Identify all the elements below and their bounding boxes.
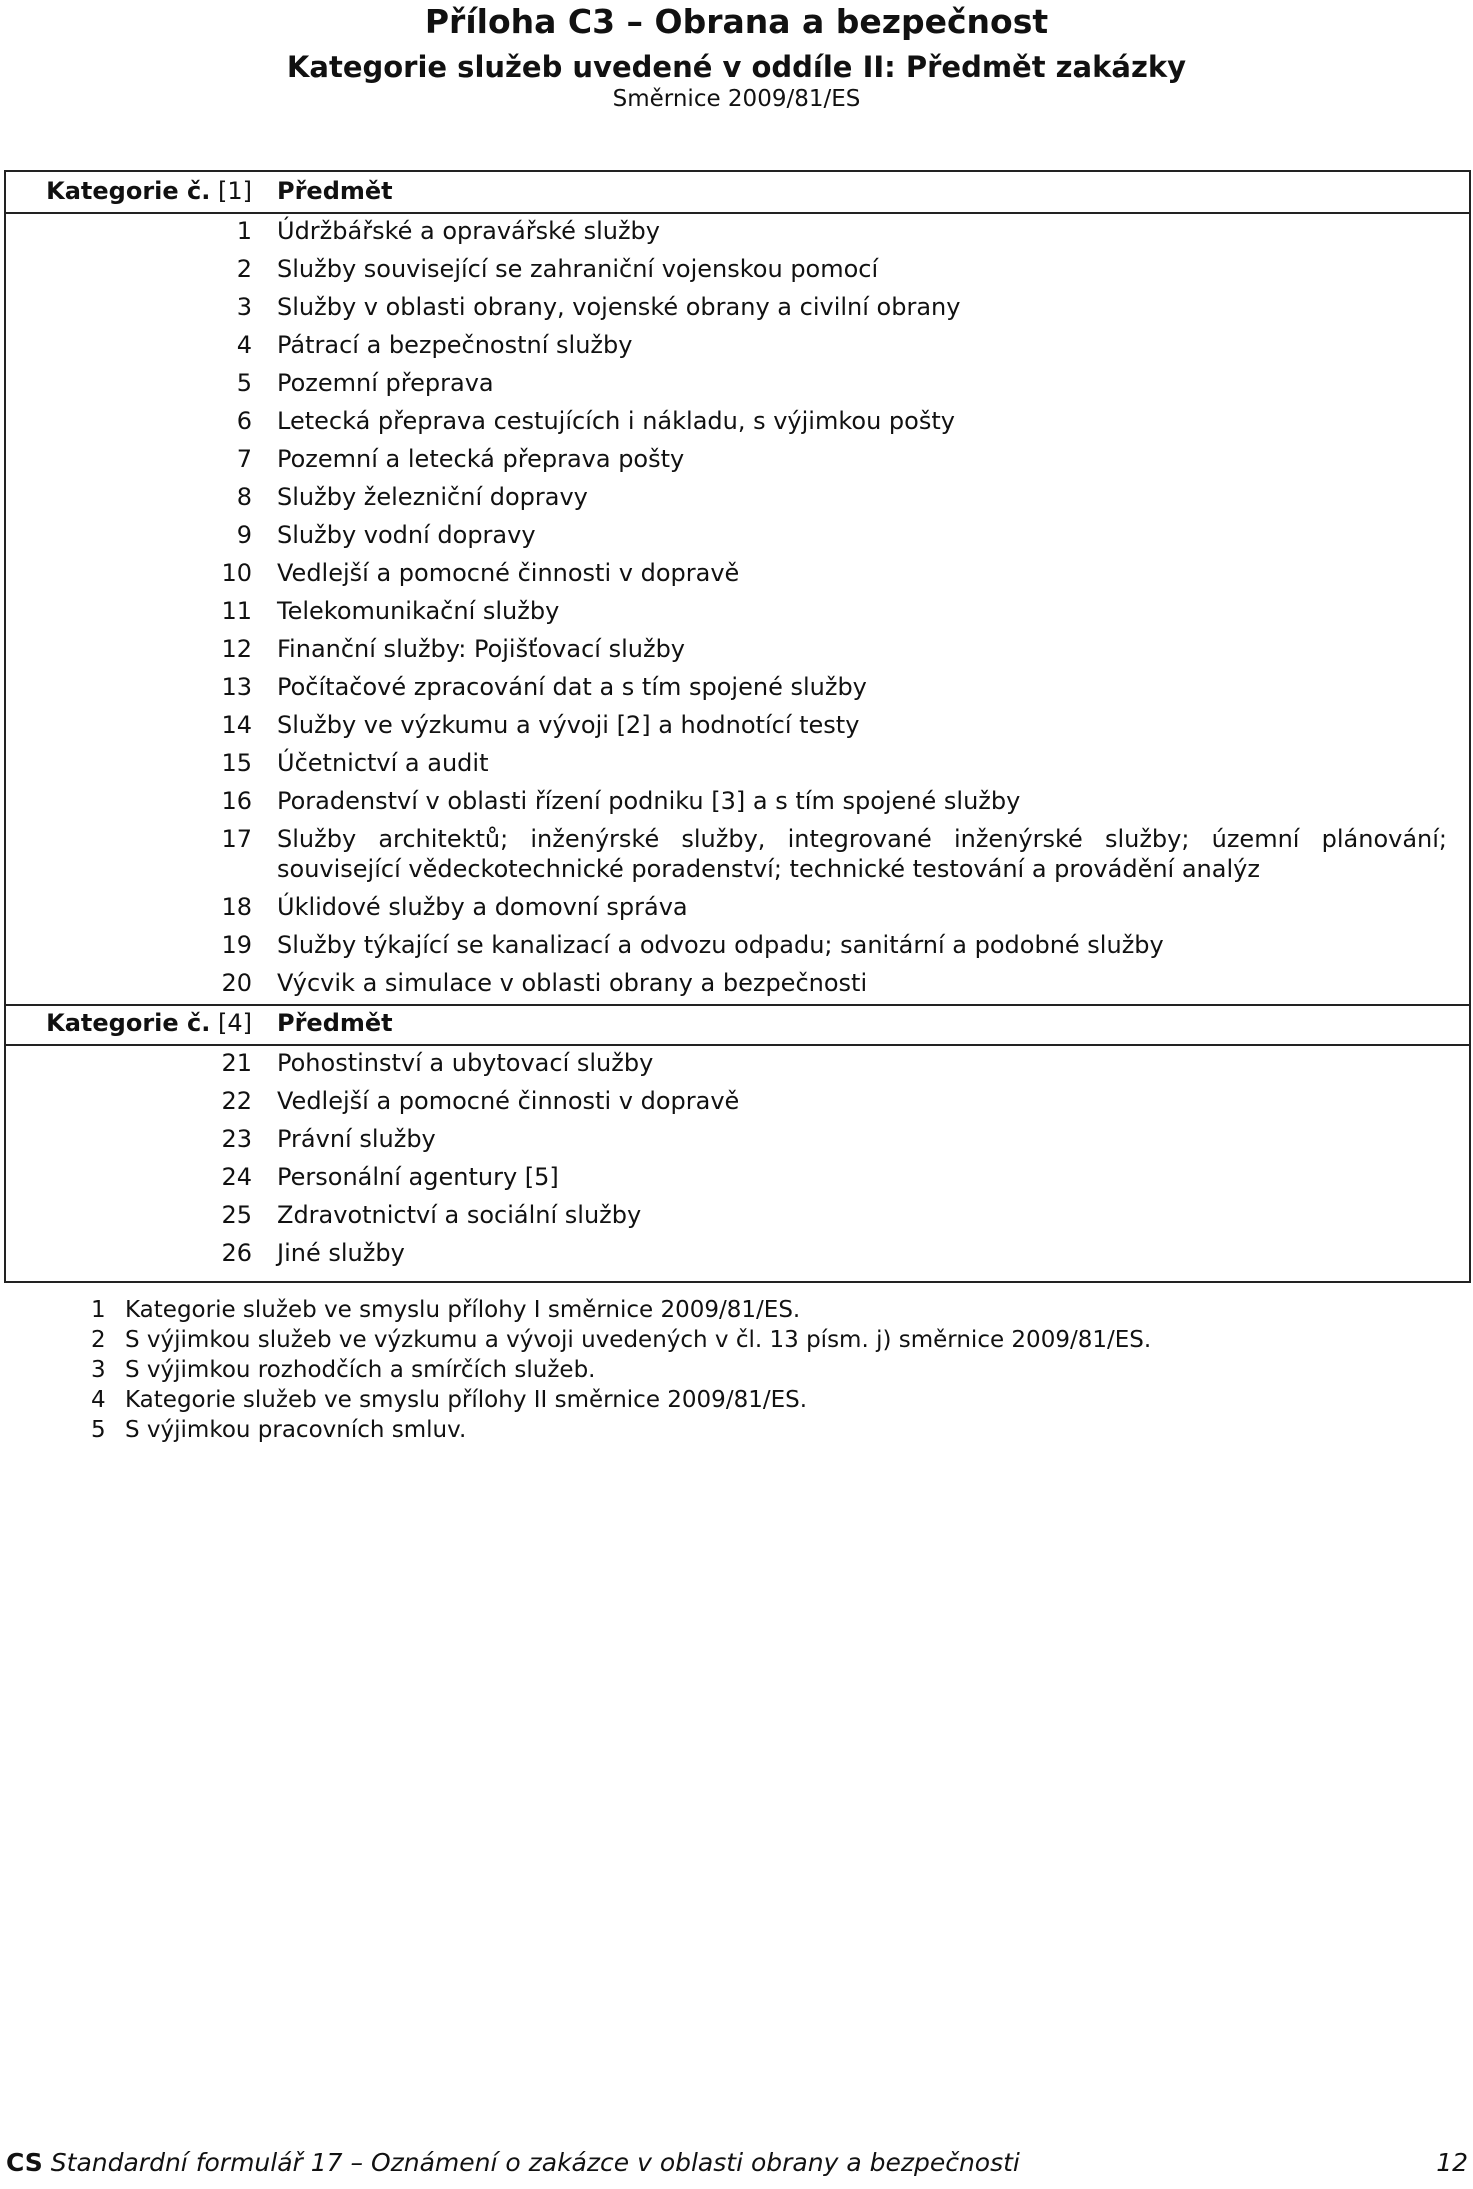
page-subtitle: Kategorie služeb uvedené v oddíle II: Předmět zakázky: [286, 50, 1187, 84]
subject-column-header: Předmět: [277, 1009, 393, 1037]
services-table: Kategorie č. [1] Předmět 1 Údržbářské a opravářské služby 2 Služby související se zahraniční vojenskou pomocí 3 Služby v oblasti obrany, vojenské obrany a civilní obrany 4 Pátrací a bezpečnostní služby 5 Pozemní přeprava 6 Letecká přeprava cestujících i nákladu, s výjimkou pošty 7 Pozemní a letecká přeprava pošty 8 Služby železniční dopravy 9 Služby vodní dopravy 10 Vedlejší a pomocné činnosti v dopravě 11 Telekomunikační služby 12 Finanční služby: Pojišťovací služby 13 Počítačové zpracování dat a s tím spojené služby 14 Služby ve výzkumu a vývoji [2] a hodnotící testy 15 Účetnictví a audit 16 Poradenství v oblasti řízení podniku [3] a s tím spojené služby 17 Služby architektů; inženýrské služby, integrované inženýrské služby; územní plánování; související vědeckotechnické poradenství; technické testování a provádění analýz 18 Úklidové služby a domovní správa 19 Služby týkající se kanalizací a odvozu odpadu; sanitární a podobné služby 20 Výcvik a simulace v oblasti obrany a bezpečnosti Kategorie č. [4] Předmět 21 Pohostinství a ubytovací služby 22 Vedlejší a pomocné činnosti v dopravě 23 Právní služby 24 Personální agentury [5] 25 Zdravotnictví a sociální služby 26 Jiné služby: [4, 170, 1471, 1283]
form-title: Standardní formulář 17 – Oznámení o zakázce v oblasti obrany a bezpečnosti: [50, 2148, 1020, 2177]
footnote-ref: [1]: [218, 177, 252, 205]
page-title: Příloha C3 – Obrana a bezpečnost: [424, 2, 1049, 41]
category-column-header: Kategorie č.: [46, 177, 211, 205]
directive-reference: Směrnice 2009/81/ES: [612, 86, 861, 112]
page-footer: [6, 2143, 1468, 2183]
subject-column-header: Předmět: [277, 177, 393, 205]
footnote-ref: [4]: [218, 1009, 252, 1037]
section-divider: [6, 1004, 1469, 1006]
header-divider: [6, 1044, 1469, 1046]
language-code: CS: [6, 2148, 43, 2177]
header-divider: [6, 212, 1469, 214]
page-number: 12: [1436, 2148, 1468, 2177]
category-column-header: Kategorie č.: [46, 1009, 211, 1037]
